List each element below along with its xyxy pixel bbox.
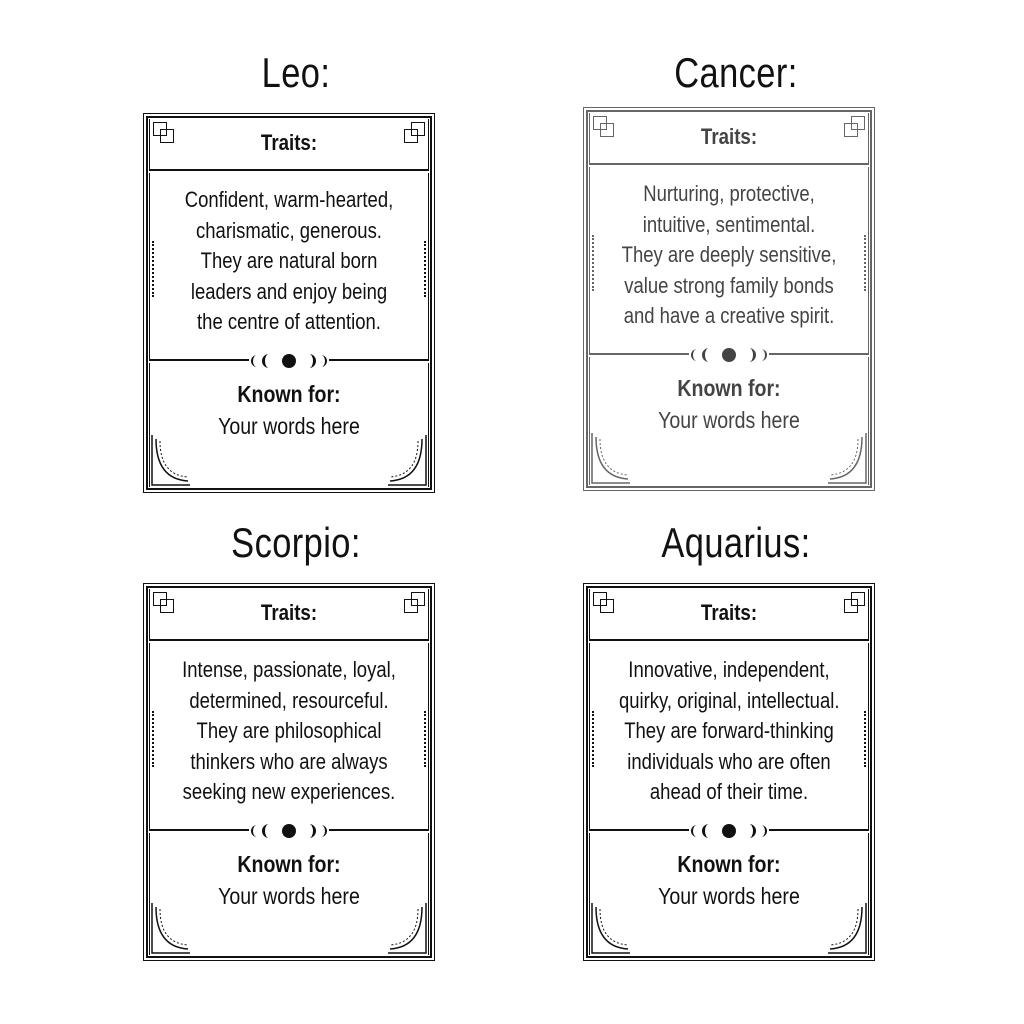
known-for-text: Your words here — [218, 883, 360, 909]
traits-text — [619, 655, 839, 808]
traits-text — [179, 655, 399, 808]
corner-arc-icon — [590, 433, 630, 485]
traits-line: Innovative, independent, — [628, 657, 830, 682]
dotted-border — [424, 241, 426, 297]
trait-card — [146, 586, 432, 958]
corner-arc-icon — [150, 435, 190, 487]
dotted-border — [864, 711, 866, 767]
traits-header — [589, 589, 869, 641]
sign-title: Scorpio: — [231, 519, 361, 566]
sign-title: Cancer: — [674, 49, 798, 96]
traits-label: Traits: — [260, 600, 318, 625]
traits-line: They are natural born — [200, 248, 378, 273]
moon-phases-ornament-icon — [689, 345, 769, 365]
traits-line: Intense, passionate, loyal, — [182, 657, 396, 682]
traits-line: ahead of their time. — [649, 779, 809, 804]
known-for-label: Known for: — [237, 381, 341, 407]
corner-arc-icon — [388, 435, 428, 487]
dotted-border — [592, 235, 594, 291]
corner-arc-icon — [828, 903, 868, 955]
traits-body — [589, 167, 869, 355]
traits-line: seeking new experiences. — [182, 779, 396, 804]
traits-label: Traits: — [700, 124, 758, 149]
known-for-section — [149, 833, 429, 955]
traits-line: determined, resourceful. — [189, 687, 389, 713]
known-for-label: Known for: — [237, 851, 341, 877]
moon-phases-ornament-icon — [249, 351, 329, 371]
traits-header — [589, 113, 869, 165]
traits-line: Nurturing, protective, — [643, 181, 815, 206]
corner-arc-icon — [590, 903, 630, 955]
traits-label: Traits: — [700, 600, 758, 625]
traits-header — [149, 119, 429, 171]
traits-body — [149, 643, 429, 831]
traits-header — [149, 589, 429, 641]
traits-line: thinkers who are always — [190, 748, 388, 774]
known-for-text: Your words here — [658, 883, 800, 909]
known-for-section — [149, 363, 429, 487]
traits-line: the centre of attention. — [197, 309, 381, 334]
known-for-text: Your words here — [658, 407, 800, 433]
traits-line: value strong family bonds — [624, 272, 834, 298]
moon-phases-ornament-icon — [249, 821, 329, 841]
traits-line: They are forward-thinking — [624, 718, 834, 743]
dotted-border — [424, 711, 426, 767]
traits-body — [149, 173, 429, 361]
known-for-section — [589, 833, 869, 955]
dotted-border — [592, 711, 594, 767]
traits-text — [619, 179, 839, 332]
traits-line: intuitive, sentimental. — [642, 211, 816, 237]
moon-phases-ornament-icon — [689, 821, 769, 841]
traits-line: quirky, original, intellectual. — [618, 687, 840, 713]
trait-card — [586, 110, 872, 488]
sign-title: Aquarius: — [661, 519, 811, 566]
traits-line: They are philosophical — [196, 718, 382, 743]
sign-title: Leo: — [261, 49, 331, 96]
traits-line: individuals who are often — [627, 748, 831, 774]
known-for-section — [589, 357, 869, 485]
dotted-border — [864, 235, 866, 291]
corner-arc-icon — [388, 903, 428, 955]
known-for-text: Your words here — [218, 413, 360, 439]
trait-card — [146, 116, 432, 490]
corner-arc-icon — [828, 433, 868, 485]
traits-body — [589, 643, 869, 831]
traits-line: leaders and enjoy being — [190, 278, 388, 304]
corner-arc-icon — [150, 903, 190, 955]
traits-line: Confident, warm-hearted, — [184, 187, 394, 212]
known-for-label: Known for: — [677, 851, 781, 877]
known-for-label: Known for: — [677, 375, 781, 401]
dotted-border — [152, 241, 154, 297]
dotted-border — [152, 711, 154, 767]
traits-line: and have a creative spirit. — [623, 303, 835, 328]
traits-line: charismatic, generous. — [196, 217, 382, 243]
traits-text — [179, 185, 399, 338]
traits-line: They are deeply sensitive, — [621, 242, 837, 267]
traits-label: Traits: — [260, 130, 318, 155]
trait-card — [586, 586, 872, 958]
